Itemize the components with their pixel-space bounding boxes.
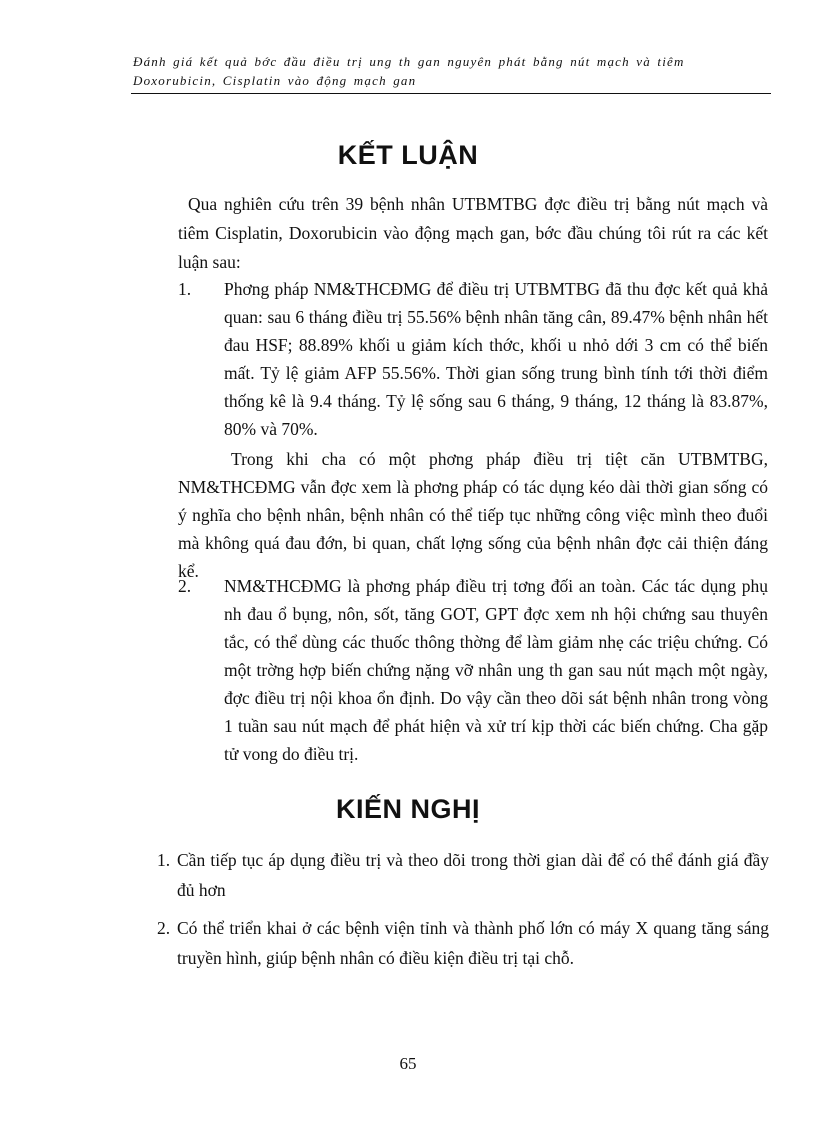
page-number: 65 <box>399 1054 417 1073</box>
recommendation-item-1 <box>157 845 769 905</box>
recommendation-number: 1. <box>157 850 171 870</box>
conclusion-item-1-paragraph-1: Phơng pháp NM&THCĐMG để điều trị UTBMTBG đã thu đợc kết quả khả quan: sau 6 tháng điều trị 55.56% bệnh nhân tăng cân, 89.47% bệnh nhân hết đau HSF; 88.89% khối u giảm kích thớc, khối u nhỏ dới 3 cm có thể biến mất. Tỷ lệ giảm AFP 55.56%. Thời gian sống trung bình tính tới thời điểm thống kê là 9.4 tháng. Tỷ lệ sống sau 6 tháng, 9 tháng, 12 tháng là 83.87%, 80% và 70%. <box>224 279 768 439</box>
conclusion-item-2-paragraph-1: NM&THCĐMG là phơng pháp điều trị tơng đối an toàn. Các tác dụng phụ nh đau ổ bụng, nôn, sốt, tăng GOT, GPT đợc xem nh hội chứng sau thuyên tắc, có thể dùng các thuốc thông thờng để làm giảm nhẹ các triệu chứng. Có một trờng hợp biến chứng nặng vỡ nhân ung th gan sau nút mạch một ngày, đợc điều trị nội khoa ổn định. Do vậy cần theo dõi sát bệnh nhân trong vòng 1 tuần sau nút mạch để phát hiện và xử trí kịp thời các biến chứng. Cha gặp tử vong do điều trị. <box>224 576 768 764</box>
conclusion-intro-text: Qua nghiên cứu trên 39 bệnh nhân UTBMTBG đợc điều trị bằng nút mạch và tiêm Cisplatin, Doxorubicin vào động mạch gan, bớc đầu chúng tôi rút ra các kết luận sau: <box>178 194 768 272</box>
recommendation-item-2 <box>157 913 769 973</box>
conclusion-intro <box>178 190 768 277</box>
running-header <box>133 52 769 90</box>
conclusion-item-2 <box>178 572 768 768</box>
recommendation-number: 2. <box>157 918 171 938</box>
conclusion-item-number: 1. <box>178 279 192 299</box>
running-header-line-1: Đánh giá kết quả bớc đầu điều trị ung th gan nguyên phát bằng nút mạch và tiêm <box>133 54 685 69</box>
running-header-line-2: Doxorubicin, Cisplatin vào động mạch gan <box>133 73 417 88</box>
recommendation-text: Có thể triển khai ở các bệnh viện tỉnh và thành phố lớn có máy X quang tăng sáng truyền hình, giúp bệnh nhân có điều kiện điều trị tại chỗ. <box>177 918 769 968</box>
recommendations-list <box>157 845 769 981</box>
conclusion-item-1-paragraph-2: Trong khi cha có một phơng pháp điều trị tiệt căn UTBMTBG, NM&THCĐMG vẫn đợc xem là phơng pháp có tác dụng kéo dài thời gian sống có ý nghĩa cho bệnh nhân, bệnh nhân có thể tiếp tục những công việc mình theo đuổi mà không quá đau đớn, bi quan, chất lợng sống của bệnh nhân đợc cải thiện đáng kể. <box>178 449 768 581</box>
recommendation-text: Cần tiếp tục áp dụng điều trị và theo dõi trong thời gian dài để có thể đánh giá đầy đủ hơn <box>177 850 769 900</box>
conclusion-item-1 <box>178 275 768 585</box>
conclusion-title: KẾT LUẬN <box>337 140 479 170</box>
conclusion-item-number: 2. <box>178 576 192 596</box>
recommendations-title: KIẾN NGHỊ <box>335 794 480 824</box>
header-rule <box>131 93 771 94</box>
